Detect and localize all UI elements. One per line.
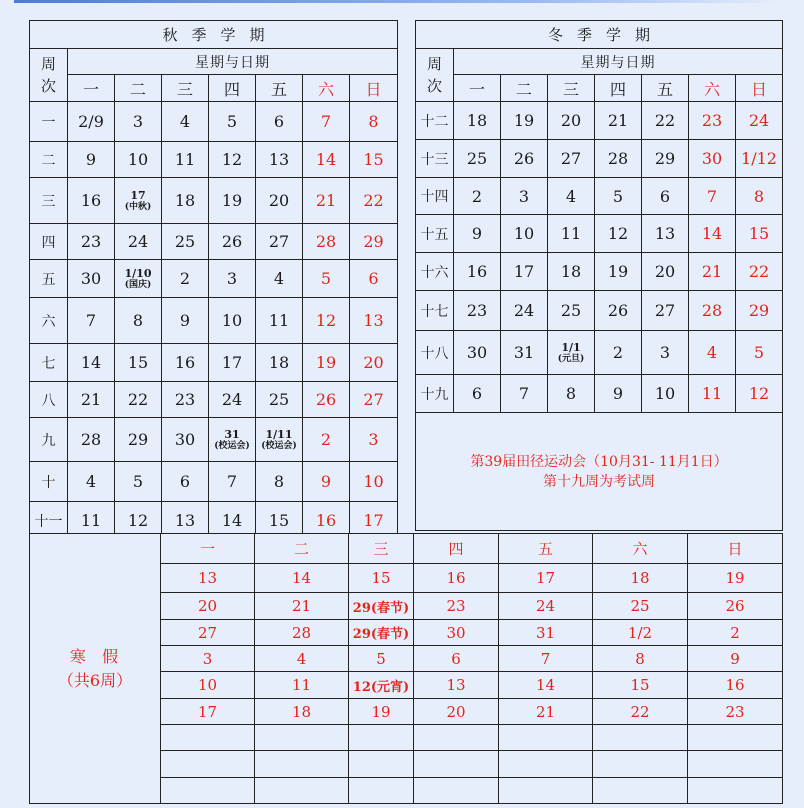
date-cell: 17 [501, 253, 548, 291]
date-cell: 5 [736, 331, 783, 375]
date-cell [414, 751, 499, 778]
holiday-name: (校运会) [261, 440, 297, 451]
date-cell: 7 [499, 646, 593, 672]
date-cell: 3 [115, 102, 162, 142]
date-cell: 2 [303, 418, 350, 462]
weekday-header: 四 [209, 75, 256, 102]
date-cell: 22 [736, 253, 783, 291]
week-label: 四 [30, 224, 68, 260]
date-cell: 4 [162, 102, 209, 142]
date-cell: 31 [499, 620, 593, 646]
week-row [30, 142, 398, 178]
date-cell: 15 [256, 502, 303, 540]
winter-break-table [29, 533, 783, 804]
holiday-name: (元旦) [557, 353, 585, 364]
date-cell: 24 [499, 593, 593, 620]
date-cell: 7 [689, 178, 736, 215]
week-label: 九 [30, 418, 68, 462]
holiday-date: 1/10 [124, 266, 152, 280]
date-cell: 22 [115, 382, 162, 418]
date-cell [593, 725, 688, 751]
date-cell: 13 [161, 564, 255, 593]
date-cell: 30 [454, 331, 501, 375]
date-cell: 26 [209, 224, 256, 260]
date-cell: 8 [256, 462, 303, 502]
top-accent-bar [14, 0, 784, 3]
date-cell: 18 [593, 564, 688, 593]
winter-break-duration: （共6周） [57, 670, 133, 690]
date-cell: 25 [256, 382, 303, 418]
weekday-header: 日 [350, 75, 398, 102]
date-cell: 2 [595, 331, 642, 375]
date-cell: 20 [161, 593, 255, 620]
week-row [30, 298, 398, 344]
date-cell [161, 725, 255, 751]
date-cell: 19 [501, 102, 548, 140]
date-cell: 4 [548, 178, 595, 215]
week-row [30, 382, 398, 418]
date-cell: 8 [350, 102, 398, 142]
weekday-header: 五 [642, 75, 689, 102]
week-label: 十 [30, 462, 68, 502]
date-cell: 20 [642, 253, 689, 291]
week-row [30, 102, 398, 142]
winter-break-label: 寒 假 [69, 646, 121, 666]
date-cell: 25 [593, 593, 688, 620]
date-cell: 27 [256, 224, 303, 260]
holiday-date: 1/11 [265, 427, 293, 441]
weekday-header: 五 [256, 75, 303, 102]
date-cell: 25 [454, 140, 501, 178]
date-cell: 26 [501, 140, 548, 178]
autumn-days-header: 星期与日期 [68, 49, 398, 75]
date-cell [349, 778, 414, 804]
date-cell: 10 [350, 462, 398, 502]
date-cell: 18 [548, 253, 595, 291]
date-cell: 5 [595, 178, 642, 215]
date-cell: 9 [454, 215, 501, 253]
date-cell: 14 [689, 215, 736, 253]
date-cell [161, 751, 255, 778]
date-cell: 19 [595, 253, 642, 291]
date-cell: 19 [209, 178, 256, 224]
week-label: 一 [30, 102, 68, 142]
week-row [30, 462, 398, 502]
week-label: 三 [30, 178, 68, 224]
date-cell [414, 725, 499, 751]
date-cell: 23 [414, 593, 499, 620]
week-label: 十二 [416, 102, 454, 140]
date-cell: 6 [162, 462, 209, 502]
date-cell: 21 [595, 102, 642, 140]
date-cell: 9 [162, 298, 209, 344]
date-cell: 7 [209, 462, 256, 502]
date-cell: 4 [256, 260, 303, 298]
date-cell: 12 [303, 298, 350, 344]
date-cell: 2 [454, 178, 501, 215]
date-cell: 26 [595, 291, 642, 331]
date-cell: 3 [642, 331, 689, 375]
date-cell: 23 [454, 291, 501, 331]
date-cell: 24 [209, 382, 256, 418]
week-label: 二 [30, 142, 68, 178]
week-row [30, 418, 398, 462]
holiday-date-cell [256, 418, 303, 462]
date-cell: 23 [688, 699, 783, 725]
weekday-header: 日 [688, 534, 783, 564]
date-cell: 10 [209, 298, 256, 344]
date-cell: 1/12 [736, 140, 783, 178]
holiday-date-cell: 29(春节) [349, 593, 414, 620]
weekday-header: 日 [736, 75, 783, 102]
week-row [416, 331, 783, 375]
date-cell: 11 [68, 502, 115, 540]
week-label: 十七 [416, 291, 454, 331]
weekday-header: 二 [501, 75, 548, 102]
week-label: 十三 [416, 140, 454, 178]
date-cell: 7 [501, 375, 548, 413]
date-cell: 15 [593, 672, 688, 699]
holiday-date: 17 [130, 188, 146, 202]
date-cell: 19 [303, 344, 350, 382]
week-label: 十六 [416, 253, 454, 291]
date-cell: 8 [115, 298, 162, 344]
date-cell: 26 [303, 382, 350, 418]
date-cell [593, 751, 688, 778]
date-cell: 11 [689, 375, 736, 413]
date-cell [349, 725, 414, 751]
date-cell: 6 [454, 375, 501, 413]
date-cell: 1/2 [593, 620, 688, 646]
date-cell: 14 [209, 502, 256, 540]
date-cell: 12 [209, 142, 256, 178]
winter-break-label-cell [30, 534, 161, 804]
week-row [416, 140, 783, 178]
date-cell: 30 [689, 140, 736, 178]
date-cell: 28 [68, 418, 115, 462]
holiday-date-cell [548, 331, 595, 375]
week-label: 十五 [416, 215, 454, 253]
date-cell: 21 [303, 178, 350, 224]
date-cell: 28 [595, 140, 642, 178]
date-cell: 17 [209, 344, 256, 382]
date-cell: 12 [595, 215, 642, 253]
holiday-date-cell: 29(春节) [349, 620, 414, 646]
autumn-semester-table [29, 20, 398, 540]
date-cell: 17 [499, 564, 593, 593]
date-cell: 11 [255, 672, 349, 699]
date-cell: 11 [548, 215, 595, 253]
date-cell [688, 751, 783, 778]
date-cell: 30 [162, 418, 209, 462]
date-cell: 3 [501, 178, 548, 215]
date-cell: 3 [161, 646, 255, 672]
date-cell: 26 [688, 593, 783, 620]
date-cell: 10 [642, 375, 689, 413]
date-cell: 25 [548, 291, 595, 331]
week-row [416, 291, 783, 331]
date-cell: 2 [162, 260, 209, 298]
week-label: 十八 [416, 331, 454, 375]
date-cell [499, 778, 593, 804]
winter-semester-table [415, 20, 783, 531]
weekday-header: 三 [548, 75, 595, 102]
weekday-header: 二 [255, 534, 349, 564]
holiday-date: 1/1 [561, 340, 581, 354]
date-cell: 20 [548, 102, 595, 140]
date-cell [414, 778, 499, 804]
date-cell [499, 751, 593, 778]
date-cell: 18 [162, 178, 209, 224]
weekday-header: 六 [689, 75, 736, 102]
date-cell: 15 [115, 344, 162, 382]
date-cell: 24 [501, 291, 548, 331]
date-cell: 12 [115, 502, 162, 540]
date-cell: 22 [350, 178, 398, 224]
date-cell: 23 [162, 382, 209, 418]
date-cell: 16 [688, 672, 783, 699]
week-label: 五 [30, 260, 68, 298]
week-row [30, 224, 398, 260]
date-cell: 20 [350, 344, 398, 382]
date-cell: 21 [689, 253, 736, 291]
date-cell: 18 [454, 102, 501, 140]
date-cell: 5 [349, 646, 414, 672]
date-cell: 6 [414, 646, 499, 672]
date-cell: 2/9 [68, 102, 115, 142]
autumn-week-header: 周次 [30, 49, 68, 102]
date-cell: 14 [303, 142, 350, 178]
date-cell: 29 [736, 291, 783, 331]
date-cell: 13 [642, 215, 689, 253]
weekday-header: 一 [454, 75, 501, 102]
date-cell [161, 778, 255, 804]
week-label: 八 [30, 382, 68, 418]
date-cell: 9 [595, 375, 642, 413]
weekday-header: 三 [162, 75, 209, 102]
exam-week-note: 第十九周为考试周 [543, 473, 655, 490]
date-cell: 9 [303, 462, 350, 502]
date-cell: 5 [303, 260, 350, 298]
date-cell: 19 [688, 564, 783, 593]
date-cell: 10 [115, 142, 162, 178]
date-cell: 10 [161, 672, 255, 699]
date-cell: 13 [414, 672, 499, 699]
weekday-header: 一 [161, 534, 255, 564]
date-cell: 28 [255, 620, 349, 646]
weekday-header: 一 [68, 75, 115, 102]
date-cell: 3 [350, 418, 398, 462]
date-cell [255, 751, 349, 778]
date-cell: 8 [593, 646, 688, 672]
date-cell: 16 [414, 564, 499, 593]
date-cell: 18 [256, 344, 303, 382]
date-cell: 4 [68, 462, 115, 502]
date-cell: 19 [349, 699, 414, 725]
date-cell: 3 [209, 260, 256, 298]
date-cell: 13 [256, 142, 303, 178]
week-row [30, 178, 398, 224]
date-cell: 8 [548, 375, 595, 413]
date-cell: 16 [454, 253, 501, 291]
date-cell: 15 [350, 142, 398, 178]
date-cell: 27 [161, 620, 255, 646]
date-cell [593, 778, 688, 804]
date-cell: 30 [414, 620, 499, 646]
week-label: 十九 [416, 375, 454, 413]
date-cell: 23 [689, 102, 736, 140]
date-cell: 25 [162, 224, 209, 260]
winter-days-header: 星期与日期 [454, 49, 783, 75]
date-cell: 27 [350, 382, 398, 418]
date-cell: 20 [256, 178, 303, 224]
weekday-header: 六 [593, 534, 688, 564]
date-cell: 23 [68, 224, 115, 260]
date-cell [499, 725, 593, 751]
date-cell: 17 [161, 699, 255, 725]
date-cell: 24 [736, 102, 783, 140]
weekday-header: 四 [595, 75, 642, 102]
week-row [416, 178, 783, 215]
date-cell: 11 [162, 142, 209, 178]
date-cell: 15 [736, 215, 783, 253]
holiday-date-cell [209, 418, 256, 462]
date-cell: 14 [255, 564, 349, 593]
date-cell: 5 [115, 462, 162, 502]
date-cell: 5 [209, 102, 256, 142]
date-cell: 8 [736, 178, 783, 215]
date-cell: 17 [350, 502, 398, 540]
weekday-header: 三 [349, 534, 414, 564]
date-cell: 4 [689, 331, 736, 375]
date-cell: 29 [642, 140, 689, 178]
holiday-date-cell [115, 260, 162, 298]
date-cell: 10 [501, 215, 548, 253]
holiday-name: (中秋) [124, 201, 152, 212]
holiday-date-cell [115, 178, 162, 224]
week-row [30, 260, 398, 298]
date-cell: 24 [115, 224, 162, 260]
date-cell [255, 725, 349, 751]
date-cell: 15 [349, 564, 414, 593]
date-cell: 28 [303, 224, 350, 260]
date-cell: 22 [593, 699, 688, 725]
date-cell: 22 [642, 102, 689, 140]
date-cell: 7 [68, 298, 115, 344]
week-label: 十一 [30, 502, 68, 540]
sports-meet-note: 第39届田径运动会（10月31- 11月1日） [470, 453, 728, 470]
autumn-title: 秋季学期 [30, 21, 398, 49]
date-cell: 16 [68, 178, 115, 224]
date-cell: 11 [256, 298, 303, 344]
week-label: 七 [30, 344, 68, 382]
holiday-name: (国庆) [124, 279, 152, 290]
date-cell: 29 [115, 418, 162, 462]
winter-notes-cell [416, 413, 783, 531]
date-cell: 30 [68, 260, 115, 298]
date-cell: 9 [68, 142, 115, 178]
date-cell: 7 [303, 102, 350, 142]
week-row [416, 102, 783, 140]
date-cell: 18 [255, 699, 349, 725]
date-cell: 21 [68, 382, 115, 418]
date-cell: 13 [350, 298, 398, 344]
date-cell: 21 [499, 699, 593, 725]
weekday-header: 四 [414, 534, 499, 564]
week-row [416, 253, 783, 291]
week-row [30, 344, 398, 382]
date-cell [688, 778, 783, 804]
date-cell: 31 [501, 331, 548, 375]
date-cell: 21 [255, 593, 349, 620]
date-cell: 28 [689, 291, 736, 331]
date-cell: 27 [642, 291, 689, 331]
date-cell: 6 [350, 260, 398, 298]
week-row [416, 215, 783, 253]
weekday-header: 二 [115, 75, 162, 102]
date-cell: 27 [548, 140, 595, 178]
date-cell: 9 [688, 646, 783, 672]
holiday-date: 31 [224, 427, 240, 441]
holiday-name: (校运会) [214, 440, 250, 451]
date-cell: 4 [255, 646, 349, 672]
date-cell: 29 [350, 224, 398, 260]
date-cell [688, 725, 783, 751]
date-cell: 16 [303, 502, 350, 540]
weekday-header: 六 [303, 75, 350, 102]
date-cell: 14 [68, 344, 115, 382]
winter-title: 冬季学期 [416, 21, 783, 49]
date-cell: 20 [414, 699, 499, 725]
date-cell: 13 [162, 502, 209, 540]
week-row [416, 375, 783, 413]
date-cell: 16 [162, 344, 209, 382]
date-cell: 12 [736, 375, 783, 413]
winter-week-header: 周次 [416, 49, 454, 102]
week-label: 六 [30, 298, 68, 344]
holiday-date-cell: 12(元宵) [349, 672, 414, 699]
date-cell: 14 [499, 672, 593, 699]
date-cell: 6 [642, 178, 689, 215]
date-cell [349, 751, 414, 778]
date-cell: 2 [688, 620, 783, 646]
week-label: 十四 [416, 178, 454, 215]
weekday-header: 五 [499, 534, 593, 564]
date-cell: 6 [256, 102, 303, 142]
date-cell [255, 778, 349, 804]
